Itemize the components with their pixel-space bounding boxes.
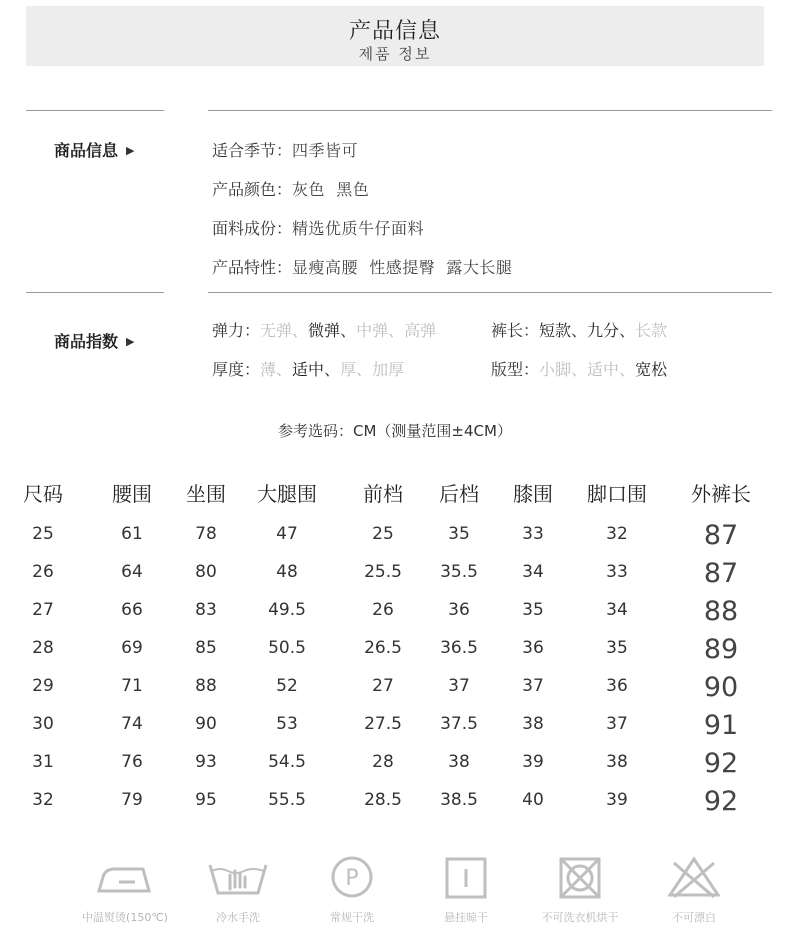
table-cell: 37: [606, 714, 628, 734]
index-length: [491, 318, 667, 341]
product-index-label-text: 商品指数: [54, 332, 119, 351]
index-option: 薄: [260, 360, 277, 379]
table-cell: 80: [195, 562, 217, 582]
table-cell: 90: [703, 672, 739, 703]
table-cell: 39: [606, 790, 628, 810]
index-option: 九分: [587, 321, 620, 340]
table-cell: 33: [606, 562, 628, 582]
header-band: [26, 6, 764, 66]
table-cell: 87: [703, 520, 739, 551]
table-cell: 35: [522, 600, 544, 620]
table-cell: 83: [195, 600, 217, 620]
care-label: 不可漂白: [672, 911, 716, 924]
triangle-right-icon: ▶: [126, 335, 135, 348]
table-cell: 88: [195, 676, 217, 696]
table-cell: 49.5: [268, 600, 306, 620]
table-cell: 31: [32, 752, 54, 772]
info-row-color: [212, 177, 369, 200]
table-cell: 52: [276, 676, 298, 696]
table-cell: 26.5: [364, 638, 402, 658]
care-item-dry-clean: [297, 855, 407, 925]
table-cell: 37.5: [440, 714, 478, 734]
index-option: 短款: [539, 321, 572, 340]
index-option: 小脚: [539, 360, 572, 379]
info-row-features: [212, 255, 512, 278]
table-cell: 39: [522, 752, 544, 772]
index-separator: 、: [571, 360, 588, 379]
table-cell: 55.5: [268, 790, 306, 810]
index-option: 适中: [292, 360, 325, 379]
table-cell: 53: [276, 714, 298, 734]
page-subtitle: 제품 정보: [358, 45, 432, 63]
table-cell: 34: [522, 562, 544, 582]
table-cell: 93: [195, 752, 217, 772]
table-cell: 54.5: [268, 752, 306, 772]
index-thickness: [212, 357, 404, 380]
table-cell: 85: [195, 638, 217, 658]
table-cell: 36.5: [440, 638, 478, 658]
table-cell: 92: [703, 748, 739, 779]
care-label: 中温熨烫(150℃): [82, 911, 168, 924]
table-cell: 47: [276, 524, 298, 544]
table-header-cell: 坐围: [186, 482, 226, 506]
table-cell: 34: [606, 600, 628, 620]
info-value: 显瘦高腰 性感提臀 露大长腿: [292, 258, 513, 277]
table-cell: 38: [448, 752, 470, 772]
table-cell: 36: [448, 600, 470, 620]
table-header-cell: 后档: [439, 482, 479, 506]
index-key: 弹力：: [212, 321, 261, 340]
table-header-cell: 腰围: [112, 482, 152, 506]
table-cell: 35: [448, 524, 470, 544]
no-tumble-dry-icon: [548, 855, 612, 899]
table-cell: 35.5: [440, 562, 478, 582]
table-cell: 88: [703, 596, 739, 627]
info-key: 产品颜色：: [212, 180, 293, 199]
table-cell: 91: [703, 710, 739, 741]
table-cell: 32: [32, 790, 54, 810]
info-key: 适合季节：: [212, 141, 293, 160]
table-cell: 33: [522, 524, 544, 544]
index-fit: [491, 357, 667, 380]
table-cell: 74: [121, 714, 143, 734]
table-cell: 40: [522, 790, 544, 810]
table-header-cell: 大腿围: [257, 482, 317, 506]
divider-left-mid: [26, 292, 164, 293]
index-option: 微弹: [308, 321, 341, 340]
table-cell: 48: [276, 562, 298, 582]
table-cell: 64: [121, 562, 143, 582]
index-option: 中弹: [356, 321, 389, 340]
hang-dry-icon: [434, 855, 498, 899]
index-separator: 、: [619, 360, 636, 379]
index-option: 适中: [587, 360, 620, 379]
iron-icon: [93, 855, 157, 899]
care-label: 冷水手洗: [216, 911, 260, 924]
index-separator: 、: [292, 321, 309, 340]
index-separator: 、: [340, 321, 357, 340]
care-item-hang-dry: [411, 855, 521, 925]
hand-wash-icon: [206, 855, 270, 899]
table-cell: 78: [195, 524, 217, 544]
info-value: 四季皆可: [292, 141, 359, 160]
triangle-right-icon: ▶: [126, 144, 135, 157]
product-info-label-text: 商品信息: [54, 141, 119, 160]
info-row-season: [212, 138, 358, 161]
dry-clean-icon: [320, 855, 384, 899]
divider-right-mid: [208, 292, 772, 293]
index-separator: 、: [324, 360, 341, 379]
info-value: 灰色 黑色: [292, 180, 370, 199]
table-cell: 37: [448, 676, 470, 696]
product-info-label: [54, 138, 134, 161]
table-cell: 26: [372, 600, 394, 620]
table-header-cell: 脚口围: [587, 482, 647, 506]
product-index-label: [54, 329, 134, 352]
table-cell: 28.5: [364, 790, 402, 810]
table-cell: 38.5: [440, 790, 478, 810]
svg-text:P: P: [345, 866, 359, 891]
table-header-cell: 膝围: [513, 482, 553, 506]
care-item-no-bleach: [639, 855, 749, 925]
index-option: 宽松: [635, 360, 668, 379]
table-cell: 30: [32, 714, 54, 734]
table-cell: 38: [522, 714, 544, 734]
info-value: 精选优质牛仔面料: [292, 219, 425, 238]
table-cell: 89: [703, 634, 739, 665]
divider-left-top: [26, 110, 164, 111]
table-cell: 25: [32, 524, 54, 544]
index-separator: 、: [276, 360, 293, 379]
table-cell: 76: [121, 752, 143, 772]
index-key: 厚度：: [212, 360, 261, 379]
care-item-no-tumble-dry: [525, 855, 635, 925]
info-row-fabric: [212, 216, 424, 239]
table-cell: 28: [372, 752, 394, 772]
index-option: 高弹: [404, 321, 437, 340]
info-key: 面料成份：: [212, 219, 293, 238]
no-bleach-icon: [662, 855, 726, 899]
index-elasticity: [212, 318, 436, 341]
table-cell: 61: [121, 524, 143, 544]
table-header-cell: 外裤长: [691, 482, 751, 506]
table-cell: 90: [195, 714, 217, 734]
care-item-iron: [70, 855, 180, 925]
table-cell: 32: [606, 524, 628, 544]
table-header-cell: 前档: [363, 482, 403, 506]
table-cell: 50.5: [268, 638, 306, 658]
index-separator: 、: [388, 321, 405, 340]
index-separator: 、: [619, 321, 636, 340]
table-cell: 87: [703, 558, 739, 589]
table-cell: 28: [32, 638, 54, 658]
care-item-hand-wash: [183, 855, 293, 925]
table-cell: 66: [121, 600, 143, 620]
info-key: 产品特性：: [212, 258, 293, 277]
table-cell: 92: [703, 786, 739, 817]
table-cell: 71: [121, 676, 143, 696]
care-label: 不可洗衣机烘干: [541, 911, 619, 924]
table-cell: 69: [121, 638, 143, 658]
index-separator: 、: [571, 321, 588, 340]
table-cell: 95: [195, 790, 217, 810]
table-cell: 27: [32, 600, 54, 620]
table-cell: 25: [372, 524, 394, 544]
index-option: 无弹: [260, 321, 293, 340]
table-cell: 27.5: [364, 714, 402, 734]
size-reference-note: 参考选码：CM（测量范围±4CM）: [278, 422, 512, 440]
table-cell: 29: [32, 676, 54, 696]
index-option: 厚: [340, 360, 357, 379]
table-cell: 79: [121, 790, 143, 810]
care-label: 悬挂晾干: [444, 911, 488, 924]
table-header-cell: 尺码: [23, 482, 63, 506]
table-cell: 35: [606, 638, 628, 658]
table-cell: 37: [522, 676, 544, 696]
index-option: 长款: [635, 321, 668, 340]
index-option: 加厚: [372, 360, 405, 379]
care-label: 常规干洗: [330, 911, 374, 924]
table-cell: 27: [372, 676, 394, 696]
index-separator: 、: [356, 360, 373, 379]
table-cell: 36: [522, 638, 544, 658]
page-title: 产品信息: [348, 19, 441, 44]
table-cell: 36: [606, 676, 628, 696]
table-cell: 38: [606, 752, 628, 772]
index-key: 版型：: [491, 360, 540, 379]
index-key: 裤长：: [491, 321, 540, 340]
table-cell: 25.5: [364, 562, 402, 582]
divider-right-top: [208, 110, 772, 111]
table-cell: 26: [32, 562, 54, 582]
